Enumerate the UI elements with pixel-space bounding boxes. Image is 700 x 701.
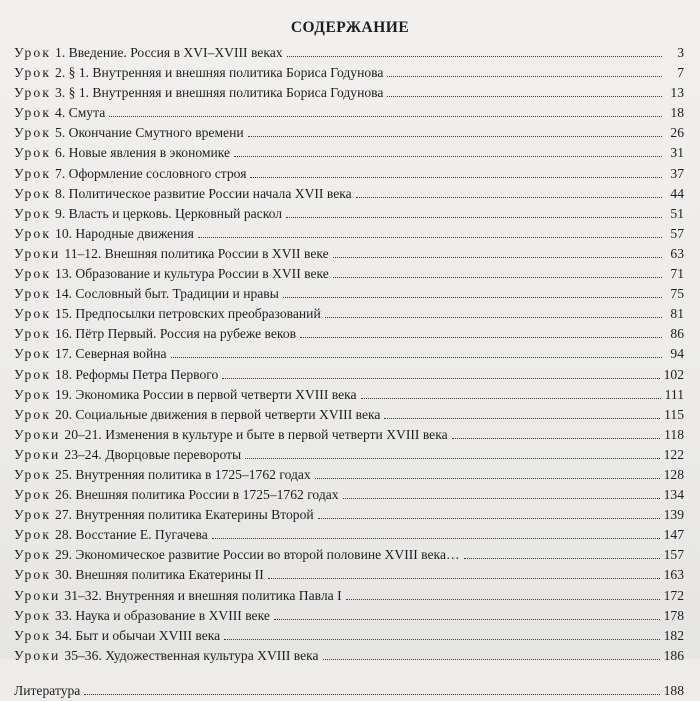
dot-leader <box>356 197 662 198</box>
toc-entry-label <box>14 565 266 585</box>
lesson-title: 28. Восстание Е. Пугачева <box>55 527 208 543</box>
toc-entry-label <box>14 445 243 465</box>
lesson-title: 34. Быт и обычаи XVIII века <box>55 627 221 643</box>
lesson-word: Урок <box>14 165 52 181</box>
dot-leader <box>212 538 660 539</box>
page-number: 18 <box>670 105 684 121</box>
lesson-title: 7. Оформление сословного строя <box>55 165 247 181</box>
page-number: 118 <box>664 426 684 442</box>
toc-entry <box>14 324 684 344</box>
lesson-title: 15. Предпосылки петровских преобразований <box>55 306 321 322</box>
toc-entry-label <box>14 425 450 445</box>
dot-leader <box>286 217 662 218</box>
toc-entry <box>14 626 684 646</box>
dot-leader <box>361 398 661 399</box>
lesson-title: 14. Сословный быт. Традиции и нравы <box>55 286 279 302</box>
page-number: 122 <box>663 446 684 462</box>
toc-entry-label <box>14 646 321 666</box>
lesson-word: Уроки <box>14 587 61 603</box>
toc-entry <box>14 143 684 163</box>
page-title: СОДЕРЖАНИЕ <box>290 19 410 36</box>
toc-entry <box>14 405 684 425</box>
lesson-title: 18. Реформы Петра Первого <box>55 366 219 382</box>
dot-leader <box>464 558 660 559</box>
page-number: 147 <box>663 527 684 543</box>
dot-leader <box>452 438 660 439</box>
toc-entry <box>14 565 684 585</box>
dot-leader <box>234 156 662 157</box>
page-number: 172 <box>663 587 684 603</box>
lesson-word: Урок <box>14 266 52 282</box>
section-gap <box>14 666 684 681</box>
toc-entry-label <box>14 525 210 545</box>
lesson-title: 16. Пётр Первый. Россия на рубеже веков <box>55 326 297 342</box>
toc-entry <box>14 385 684 405</box>
page-number: 178 <box>663 607 684 623</box>
page-number: 86 <box>670 326 684 342</box>
toc-entry <box>14 284 684 304</box>
lesson-title: 4. Смута <box>55 105 106 121</box>
toc-entry-label <box>14 224 196 244</box>
toc-entry <box>14 344 684 364</box>
dot-leader <box>283 297 662 298</box>
page-number: 57 <box>670 225 684 241</box>
lesson-title: 9. Власть и церковь. Церковный раскол <box>55 205 283 221</box>
dot-leader <box>333 277 662 278</box>
lesson-word: Уроки <box>14 647 61 663</box>
toc-entry-label <box>14 204 284 224</box>
toc-entry <box>14 83 684 103</box>
lesson-title: 31–32. Внутренняя и внешняя политика Павла I <box>64 587 342 603</box>
lesson-title: 5. Окончание Смутного времени <box>55 125 244 141</box>
page-number: 81 <box>670 306 684 322</box>
toc-entry <box>14 304 684 324</box>
toc-entry-label <box>14 485 341 505</box>
dot-leader <box>222 378 659 379</box>
lesson-word: Урок <box>14 306 52 322</box>
toc-entry-label <box>14 244 331 264</box>
literature-label: Литература <box>14 682 81 698</box>
dot-leader <box>250 177 662 178</box>
toc-entry <box>14 244 684 264</box>
lesson-title: 26. Внешняя политика России в 1725–1762 годах <box>55 487 339 503</box>
lesson-word: Уроки <box>14 245 61 261</box>
toc-entry-label <box>14 365 220 385</box>
dot-leader <box>318 518 660 519</box>
lesson-word: Урок <box>14 205 52 221</box>
lesson-word: Урок <box>14 487 52 503</box>
dot-leader <box>268 578 660 579</box>
lesson-title: 33. Наука и образование в XVIII веке <box>55 607 270 623</box>
lesson-title: 35–36. Художественная культура XVIII века <box>64 647 319 663</box>
dot-leader <box>274 619 660 620</box>
lesson-word: Урок <box>14 105 52 121</box>
lesson-word: Урок <box>14 326 52 342</box>
lesson-word: Урок <box>14 627 52 643</box>
dot-leader <box>248 136 662 137</box>
toc-entry <box>14 425 684 445</box>
page-number: 94 <box>670 346 684 362</box>
page-number: 128 <box>663 466 684 482</box>
lesson-title: 27. Внутренняя политика Екатерины Второй <box>55 507 314 523</box>
toc-entry <box>14 204 684 224</box>
page-number: 163 <box>663 567 684 583</box>
lesson-word: Урок <box>14 286 52 302</box>
toc-entry-label <box>14 505 316 525</box>
toc-entry <box>14 365 684 385</box>
dot-leader <box>343 498 660 499</box>
lesson-title: 3. § 1. Внутренняя и внешняя политика Бориса Годунова <box>55 85 384 101</box>
toc-entry-label <box>14 43 285 63</box>
toc-entry-label <box>14 344 169 364</box>
lesson-title: 23–24. Дворцовые перевороты <box>64 446 242 462</box>
lesson-title: 17. Северная война <box>55 346 167 362</box>
dot-leader <box>245 458 659 459</box>
page-number: 26 <box>670 125 684 141</box>
page-number: 157 <box>663 547 684 563</box>
toc-entry <box>14 264 684 284</box>
lesson-word: Урок <box>14 85 52 101</box>
page-number: 186 <box>663 647 684 663</box>
toc-entry-label <box>14 143 232 163</box>
lesson-title: 6. Новые явления в экономике <box>55 145 231 161</box>
lesson-title: 8. Политическое развитие России начала XVII века <box>55 185 352 201</box>
toc-entry-label <box>14 304 323 324</box>
dot-leader <box>171 357 662 358</box>
toc-entry <box>14 184 684 204</box>
page-number: 134 <box>663 487 684 503</box>
page-number: 188 <box>663 682 684 698</box>
page-number: 44 <box>670 185 684 201</box>
dot-leader <box>84 694 659 695</box>
toc-entry <box>14 164 684 184</box>
toc-entry-label <box>14 123 246 143</box>
dot-leader <box>387 76 662 77</box>
dot-leader <box>198 237 662 238</box>
page-number: 115 <box>664 406 684 422</box>
lesson-title: 13. Образование и культура России в XVII веке <box>55 266 329 282</box>
lesson-title: 19. Экономика России в первой четверти XVIII века <box>55 386 357 402</box>
page-number: 7 <box>677 65 684 81</box>
lesson-word: Урок <box>14 225 52 241</box>
toc-entry <box>14 224 684 244</box>
page-number: 139 <box>663 507 684 523</box>
lesson-word: Урок <box>14 185 52 201</box>
lesson-word: Урок <box>14 406 52 422</box>
page-number: 75 <box>670 286 684 302</box>
toc-entry-label <box>14 545 462 565</box>
toc-entry-label <box>14 465 313 485</box>
dot-leader <box>387 96 662 97</box>
page-number: 3 <box>677 45 684 60</box>
lesson-word: Урок <box>14 607 52 623</box>
toc-entry <box>14 606 684 626</box>
dot-leader <box>287 56 662 57</box>
lesson-word: Урок <box>14 527 52 543</box>
toc-entry <box>14 43 684 63</box>
dot-leader <box>325 317 662 318</box>
toc-entry <box>14 445 684 465</box>
toc-entry-label <box>14 405 382 425</box>
page-number: 102 <box>663 366 684 382</box>
lesson-word: Урок <box>14 507 52 523</box>
page-number: 51 <box>670 205 684 221</box>
lesson-word: Урок <box>14 567 52 583</box>
lesson-title: 20–21. Изменения в культуре и быте в первой четверти XVIII века <box>64 426 448 442</box>
page-number: 71 <box>670 266 684 282</box>
toc-entry-literature <box>14 681 684 701</box>
lesson-title: 10. Народные движения <box>55 225 194 241</box>
table-of-contents <box>14 43 684 701</box>
lesson-word: Урок <box>14 145 52 161</box>
dot-leader <box>384 418 660 419</box>
lesson-title: 20. Социальные движения в первой четверти XVIII века <box>55 406 381 422</box>
page-number: 31 <box>670 145 684 161</box>
toc-entry-label <box>14 184 354 204</box>
toc-entry <box>14 505 684 525</box>
toc-entry-label <box>14 164 248 184</box>
toc-entry <box>14 123 684 143</box>
toc-entry <box>14 525 684 545</box>
toc-entry <box>14 103 684 123</box>
dot-leader <box>333 257 662 258</box>
toc-entry <box>14 545 684 565</box>
dot-leader <box>300 337 662 338</box>
page-number: 13 <box>670 85 684 101</box>
toc-entry-label <box>14 606 272 626</box>
page-number: 182 <box>663 627 684 643</box>
lesson-word: Уроки <box>14 426 61 442</box>
lesson-word: Урок <box>14 125 52 141</box>
lesson-title: 29. Экономическое развитие России во второй половине XVIII века… <box>55 547 460 563</box>
toc-entry-label <box>14 103 107 123</box>
lesson-word: Урок <box>14 547 52 563</box>
lesson-title: 25. Внутренняя политика в 1725–1762 годах <box>55 466 311 482</box>
lesson-title: 2. § 1. Внутренняя и внешняя политика Бориса Годунова <box>55 65 384 81</box>
toc-entry-label <box>14 626 222 646</box>
lesson-title: 30. Внешняя политика Екатерины II <box>55 567 264 583</box>
dot-leader <box>224 639 659 640</box>
toc-entry-label <box>14 264 331 284</box>
page-number: 37 <box>670 165 684 181</box>
toc-entry-label <box>14 284 281 304</box>
lesson-word: Урок <box>14 346 52 362</box>
lesson-word: Урок <box>14 45 52 60</box>
lesson-word: Уроки <box>14 446 61 462</box>
toc-entry-label <box>14 324 298 344</box>
toc-entry <box>14 586 684 606</box>
toc-entry-label <box>14 83 385 103</box>
toc-entry-label <box>14 63 385 83</box>
toc-entry-label <box>14 586 344 606</box>
dot-leader <box>109 116 662 117</box>
dot-leader <box>346 599 660 600</box>
page-number: 111 <box>664 386 684 402</box>
lesson-title: 1. Введение. Россия в XVI–XVIII веках <box>55 45 283 60</box>
toc-entry <box>14 63 684 83</box>
lesson-title: 11–12. Внешняя политика России в XVII веке <box>64 245 329 261</box>
dot-leader <box>315 478 660 479</box>
lesson-word: Урок <box>14 466 52 482</box>
toc-entry-label <box>14 385 359 405</box>
lesson-word: Урок <box>14 386 52 402</box>
lesson-word: Урок <box>14 366 52 382</box>
toc-entry <box>14 465 684 485</box>
lesson-word: Урок <box>14 65 52 81</box>
page-number: 63 <box>670 245 684 261</box>
toc-entry <box>14 485 684 505</box>
toc-entry <box>14 646 684 666</box>
